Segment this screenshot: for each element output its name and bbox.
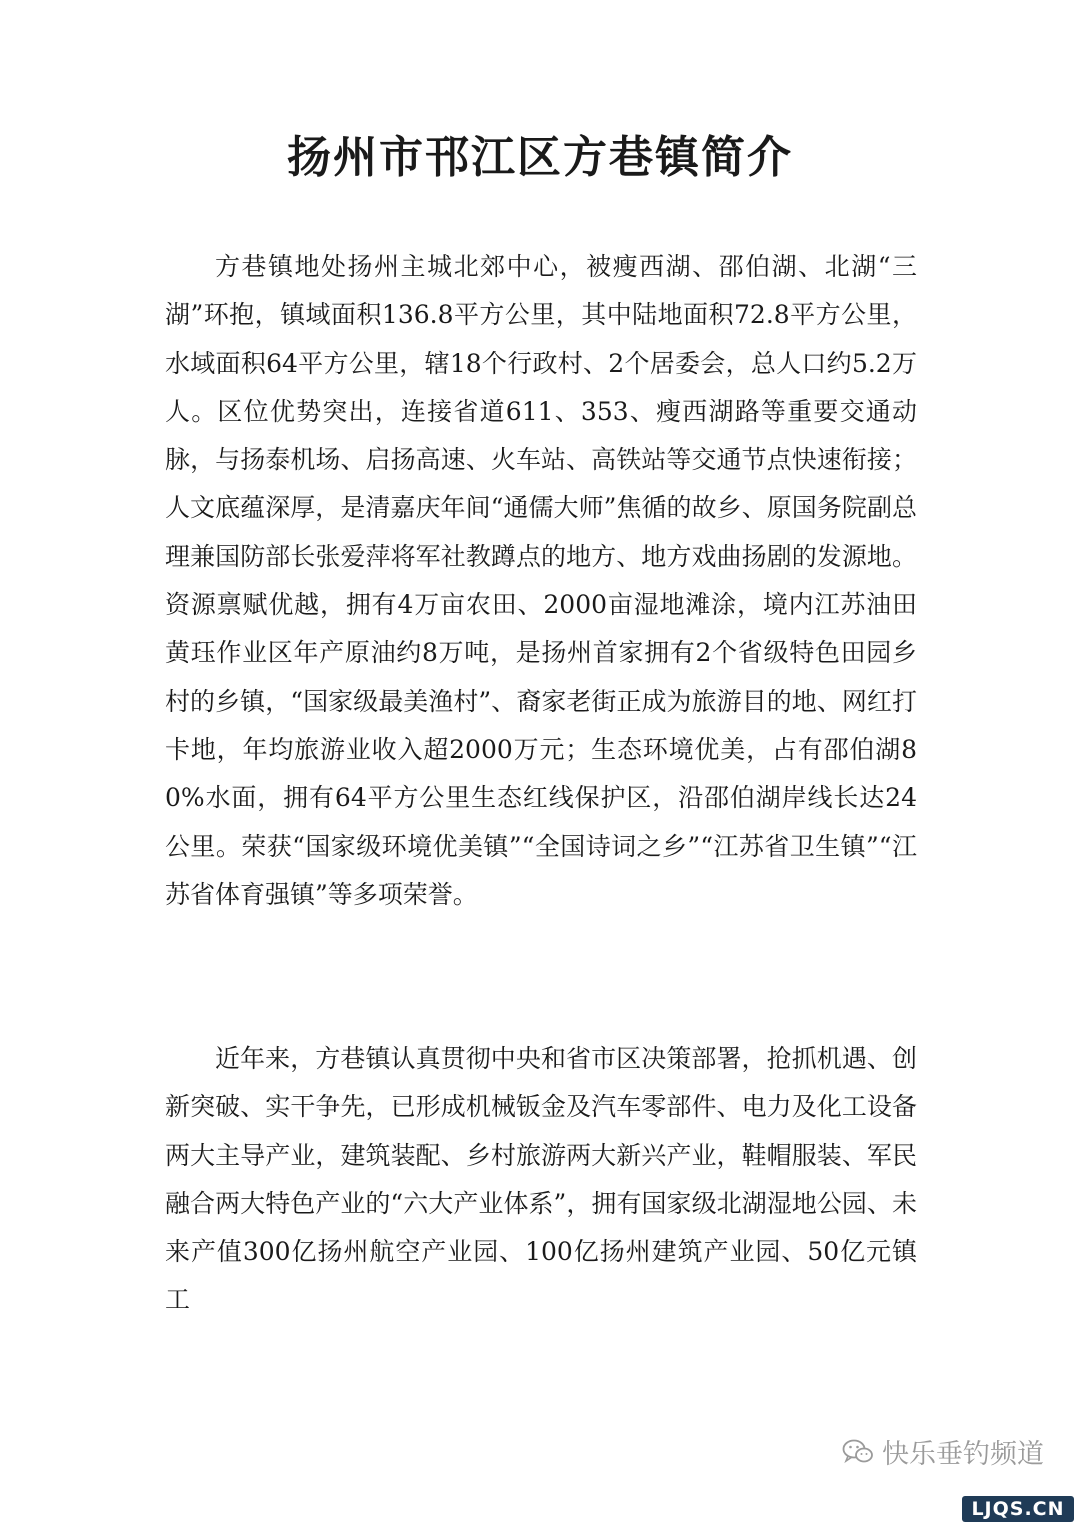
paragraph-industry: 近年来，方巷镇认真贯彻中央和省市区决策部署，抢抓机遇、创新突破、实干争先，已形成机械钣金及汽车零部件、电力及化工设备两大主导产业，建筑装配、乡村旅游两大新兴产业，鞋帽服装、军民融合两大特色产业的“六大产业体系”，拥有国家级北湖湿地公园、未来产值300亿扬州航空产业园、100亿扬州建筑产业园、50亿元镇工: [165, 1044, 917, 1315]
wechat-icon: [842, 1438, 874, 1466]
paragraph-intro: 方巷镇地处扬州主城北郊中心，被瘦西湖、邵伯湖、北湖“三湖”环抱，镇域面积136.8平方公里，其中陆地面积72.8平方公里，水域面积64平方公里，辖18个行政村、2个居委会，总人口约5.2万人。区位优势突出，连接省道611、353、瘦西湖路等重要交通动脉，与扬泰机场、启扬高速、火车站、高铁站等交通节点快速衔接；人文底蕴深厚，是清嘉庆年间“通儒大师”焦循的故乡、原国务院副总理兼国防部长张爱萍将军社教蹲点的地方、地方戏曲扬剧的发源地。资源禀赋优越，拥有4万亩农田、2000亩湿地滩涂，境内江苏油田黄珏作业区年产原油约8万吨，是扬州首家拥有2个省级特色田园乡村的乡镇，“国家级最美渔村”、裔家老街正成为旅游目的地、网红打卡地，年均旅游业收入超2000万元；生态环境优美，占有邵伯湖80%水面，拥有64平方公里生态红线保护区，沿邵伯湖岸线长达24公里。荣获“国家级环境优美镇”“全国诗词之乡”“江苏省卫生镇”“江苏省体育强镇”等多项荣誉。: [165, 252, 917, 909]
document-title: 扬州市邗江区方巷镇简介: [287, 132, 793, 183]
watermark-text: 快乐垂钓频道: [882, 1439, 1044, 1470]
site-badge: LJQS.CN: [962, 1496, 1074, 1522]
wechat-watermark: [842, 1432, 1044, 1471]
